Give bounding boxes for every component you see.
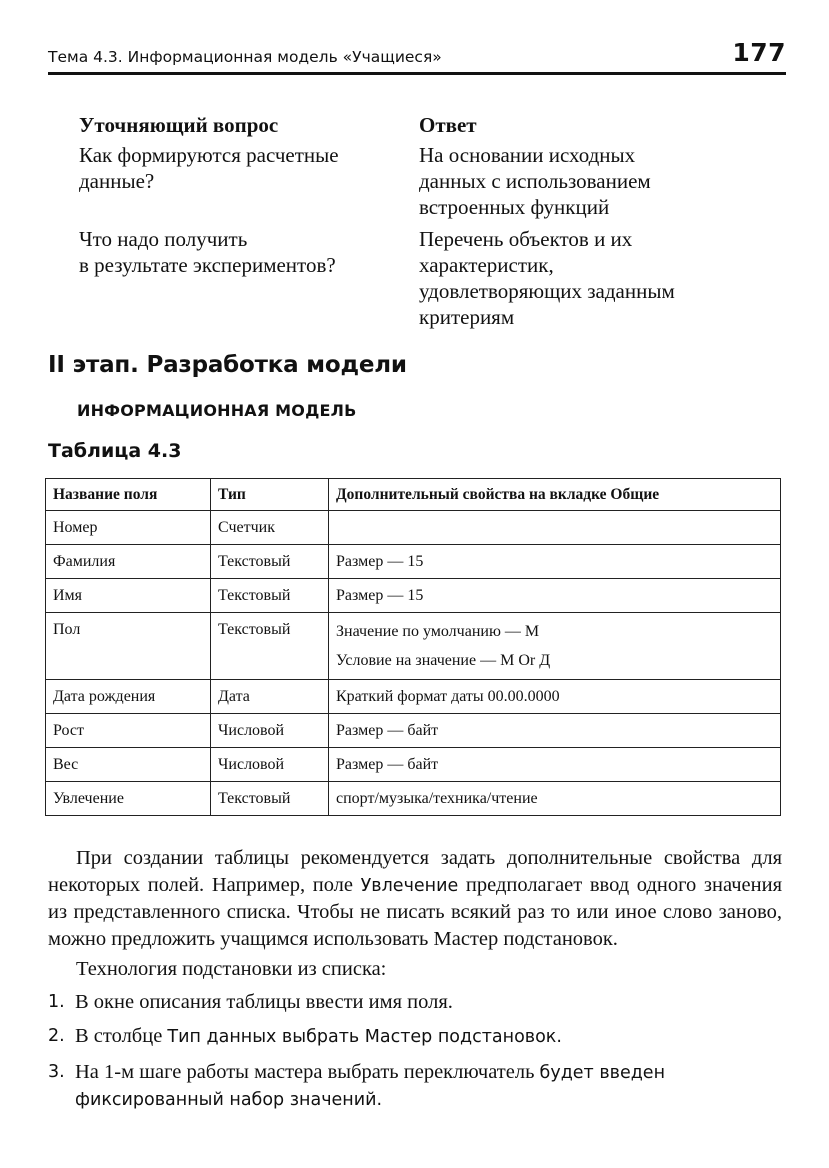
field-type: Числовой xyxy=(211,714,329,748)
field-props: Размер — байт xyxy=(329,714,781,748)
table-row xyxy=(46,613,781,680)
list-item-text: В окне описания таблицы ввести имя поля. xyxy=(75,990,453,1013)
paragraph: Технология подстановки из списка: xyxy=(76,958,387,980)
field-name: Рост xyxy=(46,714,211,748)
table-row xyxy=(46,579,781,613)
steps-list xyxy=(48,989,782,1114)
body-text xyxy=(48,845,782,1122)
field-name: Имя xyxy=(46,579,211,613)
list-item-text: В столбце xyxy=(75,1025,168,1047)
field-props-line: Значение по умолчанию — М xyxy=(336,623,540,640)
field-type: Текстовый xyxy=(211,613,329,680)
field-name: Пол xyxy=(46,613,211,680)
table-row xyxy=(46,545,781,579)
list-item xyxy=(48,1059,782,1114)
qa-block xyxy=(79,112,779,336)
field-props: Размер — байт xyxy=(329,748,781,782)
table-row xyxy=(46,511,781,545)
field-props-line: Условие на значение — М Or Д xyxy=(336,652,551,669)
header-rule xyxy=(48,72,786,75)
page-number: 177 xyxy=(732,38,786,67)
qa-answer: Перечень объектов и их характеристик, удовлетворяющих заданным критериям xyxy=(419,227,675,329)
stage-heading: II этап. Разработка модели xyxy=(48,352,407,378)
model-heading: ИНФОРМАЦИОННАЯ МОДЕЛЬ xyxy=(77,401,357,420)
qa-question: Что надо получить в результате экспериментов? xyxy=(79,227,336,277)
table-row xyxy=(46,714,781,748)
running-title: Тема 4.3. Информационная модель «Учащиеся» xyxy=(48,48,442,66)
list-number: 2. xyxy=(48,1026,65,1046)
answer-heading: Ответ xyxy=(419,113,477,137)
table-header-row xyxy=(46,479,781,511)
table-row xyxy=(46,782,781,816)
field-props: спорт/музыка/техника/чтение xyxy=(329,782,781,816)
field-name: Фамилия xyxy=(46,545,211,579)
field-props: Краткий формат даты 00.00.0000 xyxy=(329,680,781,714)
column-header-name: Название поля xyxy=(46,479,211,511)
field-name: Дата рождения xyxy=(46,680,211,714)
paragraph-text: предполагает ввод одного значения из представленного списка. Чтобы не писать всякий раз то или иное слово заново, можно предложить учащимся использовать Мастер подстановок. xyxy=(48,873,783,950)
list-item xyxy=(48,1023,782,1051)
fields-table xyxy=(45,478,781,816)
field-type: Числовой xyxy=(211,748,329,782)
list-item-ui-term: Тип данных выбрать Мастер подстановок. xyxy=(167,1027,562,1047)
list-item-ui-term: будет введен фиксированный набор значений. xyxy=(75,1062,666,1110)
column-header-props: Дополнительный свойства на вкладке Общие xyxy=(329,479,781,511)
table-caption: Таблица 4.3 xyxy=(48,440,182,462)
field-name: Вес xyxy=(46,748,211,782)
qa-question: Как формируются расчетные данные? xyxy=(79,143,339,193)
field-name: Номер xyxy=(46,511,211,545)
field-props: Размер — 15 xyxy=(329,545,781,579)
table-row xyxy=(46,680,781,714)
field-type: Счетчик xyxy=(211,511,329,545)
field-type: Текстовый xyxy=(211,579,329,613)
column-header-type: Тип xyxy=(211,479,329,511)
field-type: Текстовый xyxy=(211,782,329,816)
field-props xyxy=(329,613,781,680)
qa-answer: На основании исходных данных с использованием встроенных функций xyxy=(419,143,651,219)
paragraph xyxy=(48,845,782,952)
qa-row xyxy=(79,142,779,220)
list-number: 1. xyxy=(48,991,65,1012)
qa-header-row xyxy=(79,112,779,138)
question-heading: Уточняющий вопрос xyxy=(79,113,279,137)
qa-row xyxy=(79,226,779,330)
list-item-text: На 1-м шаге работы мастера выбрать переключатель xyxy=(75,1060,540,1083)
list-number: 3. xyxy=(48,1061,65,1082)
field-name: Увлечение xyxy=(46,782,211,816)
running-head xyxy=(48,38,786,74)
field-props xyxy=(329,511,781,545)
field-type: Текстовый xyxy=(211,545,329,579)
paragraph-text: При создании таблицы рекомендуется задать дополнительные свойства для некоторых полей. Например, поле xyxy=(48,847,782,896)
field-type: Дата xyxy=(211,680,329,714)
list-item xyxy=(48,989,782,1016)
field-props: Размер — 15 xyxy=(329,579,781,613)
table-row xyxy=(46,748,781,782)
field-name-inline: Увлечение xyxy=(360,875,459,896)
